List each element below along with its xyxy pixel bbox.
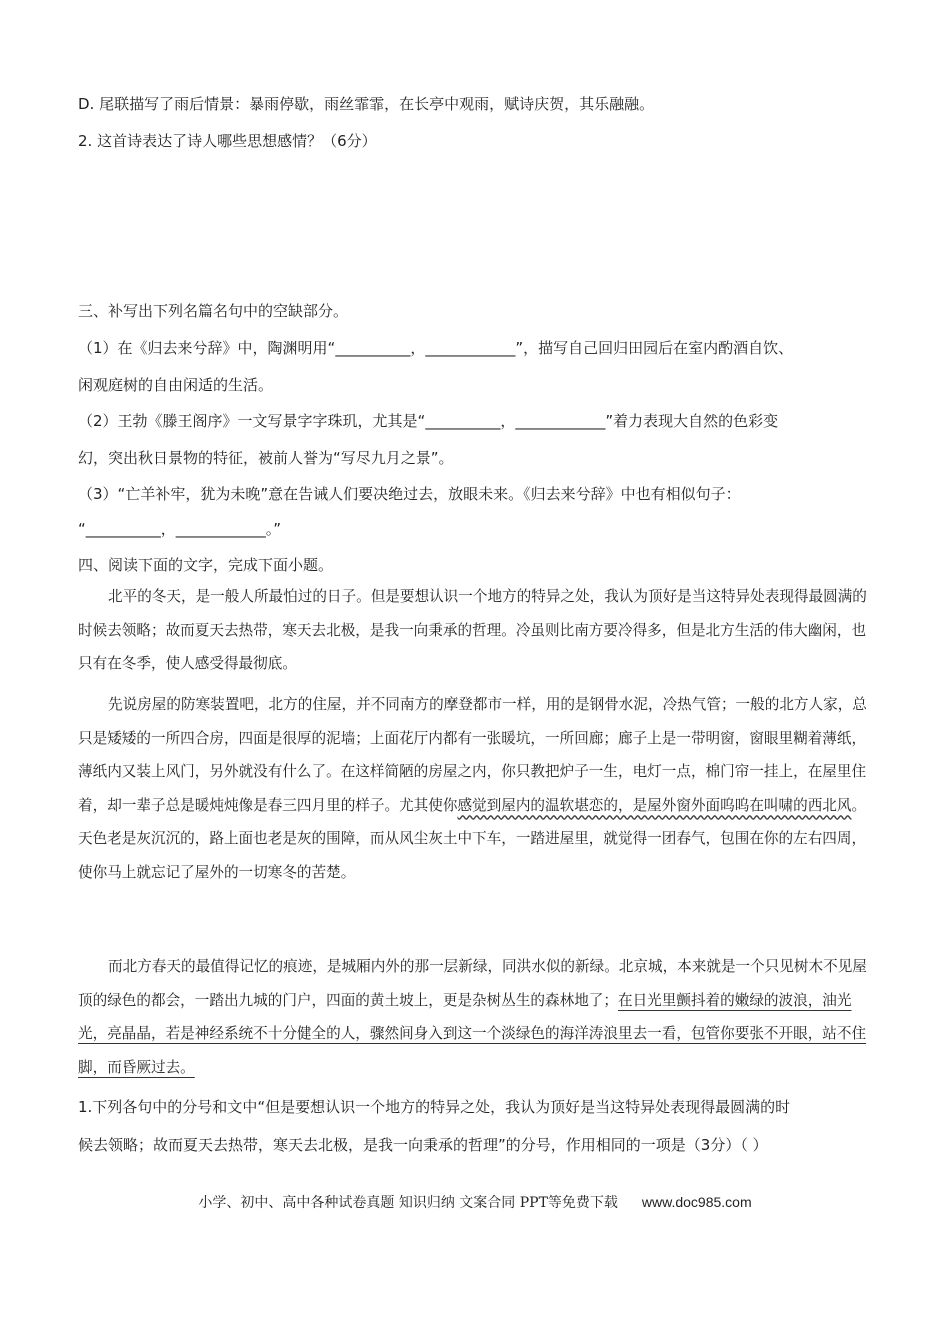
page-footer bbox=[0, 1192, 950, 1212]
question-2: 2. 这首诗表达了诗人哪些思想感情？（6分） bbox=[78, 132, 377, 150]
underlined-sentence: 在日光里颤抖着的嫩绿的波浪，油光光，亮晶晶，若是神经系统不十分健全的人，骤然间身入到这一个淡绿色的海洋涛浪里去一看，包管你要张不开眼，站不住脚，而昏厥过去。 bbox=[78, 991, 867, 1076]
question-1-line2: 候去领略；故而夏天去热带，寒天去北极，是我一向秉承的哲理”的分号，作用相同的一项是（3分）（ ） bbox=[78, 1136, 768, 1154]
fill-item-1-line1: （1）在《归去来兮辞》中，陶渊明用“__________，____________”，描写自己回归田园后在室内酌酒自饮、 bbox=[78, 339, 794, 357]
section-4-title: 四、阅读下面的文字，完成下面小题。 bbox=[78, 556, 334, 574]
question-1-line1: 1.下列各句中的分号和文中“但是要想认识一个地方的特异之处，我认为顶好是当这特异处表现得最圆满的时 bbox=[78, 1098, 791, 1116]
reading-paragraph-3: 而北方春天的最值得记忆的痕迹，是城厢内外的那一层新绿，同洪水似的新绿。北京城，本来就是一个只见树木不见屋顶的绿色的都会，一踏出九城的门户，四面的黄土坡上，更是杂树丛生的森林地了；在日光里颤抖着的嫩绿的波浪，油光光，亮晶晶，若是神经系统不十分健全的人，骤然间身入到这一个淡绿色的海洋涛浪里去一看，包管你要张不开眼，站不住脚，而昏厥过去。 bbox=[78, 958, 867, 1076]
fill-item-3-line2: “__________，____________。” bbox=[78, 520, 282, 538]
footer-site-link[interactable]: www.doc985.com bbox=[641, 1194, 752, 1210]
fill-item-1-line2: 闲观庭树的自由闲适的生活。 bbox=[78, 376, 274, 394]
fill-item-2-line2: 幻，突出秋日景物的特征，被前人誉为“写尽九月之景”。 bbox=[78, 449, 454, 467]
section-3-title: 三、补写出下列名篇名句中的空缺部分。 bbox=[78, 302, 349, 320]
fill-item-3-line1: （3）“亡羊补牢，犹为未晚”意在告诫人们要决绝过去，放眼未来。《归去来兮辞》中也有相似句子： bbox=[78, 485, 741, 503]
footer-text: 小学、初中、高中各种试卷真题 知识归纳 文案合同 PPT等免费下载 bbox=[198, 1195, 618, 1211]
fill-item-2-line1: （2）王勃《滕王阁序》一文写景字字珠玑，尤其是“__________，____________”着力表现大自然的色彩变 bbox=[78, 412, 779, 430]
reading-paragraph-1: 北平的冬天，是一般人所最怕过的日子。但是要想认识一个地方的特异之处，我认为顶好是当这特异处表现得最圆满的时候去领略；故而夏天去热带，寒天去北极，是我一向秉承的哲理。冷虽则比南方要冷得多，但是北方生活的伟大幽闲，也只有在冬季，使人感受得最彻底。 bbox=[78, 588, 867, 672]
wavy-underlined-sentence: 感觉到屋内的温软堪恋的，是屋外窗外面呜呜在叫啸的西北风 bbox=[457, 796, 852, 814]
option-d: D. 尾联描写了雨后情景：暴雨停歇，雨丝霏霏，在长亭中观雨，赋诗庆贺，其乐融融。 bbox=[78, 95, 655, 113]
reading-paragraph-2: 先说房屋的防寒装置吧，北方的住屋，并不同南方的摩登都市一样，用的是钢骨水泥，冷热气管；一般的北方人家，总只是矮矮的一所四合房，四面是很厚的泥墙；上面花厅内都有一张暖坑，一所回廊；廊子上是一带明窗，窗眼里糊着薄纸，薄纸内又装上风门，另外就没有什么了。在这样简陋的房屋之内，你只教把炉子一生，电灯一点，棉门帘一挂上，在屋里住着，却一辈子总是暖炖炖像是春三四月里的样子。尤其使你感觉到屋内的温软堪恋的，是屋外窗外面呜呜在叫啸的西北风。天色老是灰沉沉的，路上面也老是灰的围障，而从风尘灰土中下车，一踏进屋里，就觉得一团春气，包围在你的左右四周，使你马上就忘记了屋外的一切寒冬的苦楚。 bbox=[78, 696, 867, 881]
